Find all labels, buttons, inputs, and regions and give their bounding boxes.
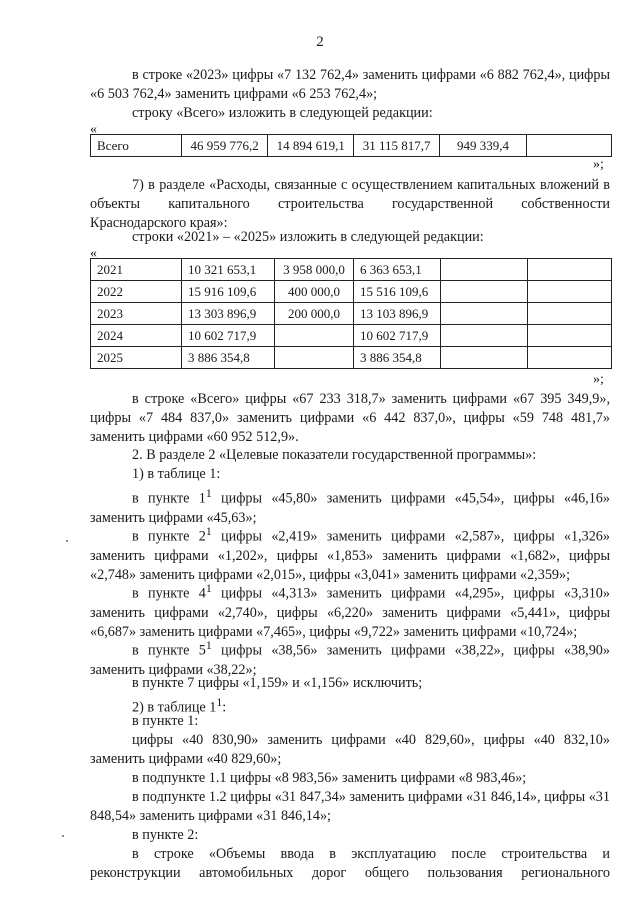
table-cell — [528, 325, 612, 347]
paragraph-item-2 — [90, 522, 610, 585]
superscript: 1 — [216, 695, 223, 709]
table-cell — [527, 135, 612, 157]
paragraph-point-2: в пункте 2: — [132, 827, 199, 843]
table-cell: 15 916 109,6 — [182, 281, 275, 303]
table-row — [91, 325, 612, 347]
years-table — [90, 258, 612, 369]
item-text: цифры «38,56» заменить цифрами «38,22», цифры «38,90» заменить цифрами «38,22»; — [90, 642, 610, 678]
table-cell: 13 303 896,9 — [182, 303, 275, 325]
paragraph-item-4 — [90, 579, 610, 642]
table-cell — [275, 325, 354, 347]
table-cell: Всего — [91, 135, 182, 157]
table-cell — [275, 347, 354, 369]
table-cell: 3 886 354,8 — [182, 347, 275, 369]
table-cell: 3 886 354,8 — [354, 347, 441, 369]
table-cell — [528, 259, 612, 281]
paragraph-point-1: в пункте 1: — [132, 713, 199, 729]
table-cell — [528, 303, 612, 325]
close-quote: »; — [593, 157, 604, 172]
table-row — [91, 281, 612, 303]
table-cell — [441, 347, 528, 369]
table-cell: 2023 — [91, 303, 182, 325]
table-cell: 200 000,0 — [275, 303, 354, 325]
table-row — [91, 135, 612, 157]
table-cell: 31 115 817,7 — [354, 135, 440, 157]
table-cell: 6 363 653,1 — [354, 259, 441, 281]
paragraph-subpoint-1-2: в подпункте 1.2 цифры «31 847,34» заменить цифрами «31 846,14», цифры «31 848,54» заменить цифрами «31 846,14»; — [90, 789, 610, 824]
table-cell: 2025 — [91, 347, 182, 369]
paragraph-point-1-digits: цифры «40 830,90» заменить цифрами «40 829,60», цифры «40 832,10» заменить цифрами «40 829,60»; — [90, 732, 610, 767]
item-text: цифры «4,313» заменить цифрами «4,295», цифры «3,310» заменить цифрами «2,740», цифры «6,220» заменить цифрами «5,441», цифры «6,687» заменить цифрами «7,465», цифры «9,722» заменить цифрами «10,724»; — [90, 585, 610, 640]
table-cell: 15 516 109,6 — [354, 281, 441, 303]
table-cell: 10 321 653,1 — [182, 259, 275, 281]
table-cell: 46 959 776,2 — [182, 135, 268, 157]
table-cell — [441, 281, 528, 303]
table-cell: 13 103 896,9 — [354, 303, 441, 325]
item-text: цифры «2,419» заменить цифрами «2,587», цифры «1,326» заменить цифрами «1,202», цифры «1,853» заменить цифрами «1,682», цифры «2,748» заменить цифрами «2,015», цифры «3,041» заменить цифрами «2,359»; — [90, 528, 610, 583]
item-ref: в пункте 4 — [132, 585, 206, 602]
total-table — [90, 134, 612, 157]
item-text: цифры «45,80» заменить цифрами «45,54», цифры «46,16» заменить цифрами «45,63»; — [90, 490, 610, 526]
paragraph-total-row-intro: строку «Всего» изложить в следующей редакции: — [132, 105, 433, 121]
table-cell: 3 958 000,0 — [275, 259, 354, 281]
superscript: 1 — [205, 486, 212, 500]
superscript: 1 — [205, 638, 212, 652]
paragraph-subpoint-1-1: в подпункте 1.1 цифры «8 983,56» заменить цифрами «8 983,46»; — [132, 770, 527, 786]
table-cell — [528, 281, 612, 303]
open-quote: « — [90, 246, 97, 261]
superscript: 1 — [205, 524, 212, 538]
paragraph-total-replace: в строке «Всего» цифры «67 233 318,7» заменить цифрами «67 395 349,9», цифры «7 484 837,0» заменить цифрами «6 442 837,0», цифры «59 748 481,7» заменить цифрами «60 952 512,9». — [90, 391, 610, 445]
scan-speck — [66, 540, 68, 542]
table-row — [91, 303, 612, 325]
table-cell: 10 602 717,9 — [182, 325, 275, 347]
item-ref: в пункте 5 — [132, 642, 206, 659]
close-quote: »; — [593, 372, 604, 387]
item-ref: в пункте 2 — [132, 528, 206, 545]
table-cell — [528, 347, 612, 369]
paragraph-table-1: 1) в таблице 1: — [132, 466, 221, 482]
page-number: 2 — [316, 34, 324, 50]
table-cell — [441, 259, 528, 281]
item-ref: 2) в таблице 1 — [132, 699, 217, 716]
paragraph-rows-intro: строки «2021» – «2025» изложить в следующей редакции: — [132, 229, 484, 245]
table-cell: 949 339,4 — [440, 135, 527, 157]
table-row — [91, 259, 612, 281]
table-cell: 400 000,0 — [275, 281, 354, 303]
superscript: 1 — [205, 581, 212, 595]
paragraph-item-7: в пункте 7 цифры «1,159» и «1,156» исключить; — [132, 675, 423, 691]
table-cell: 2022 — [91, 281, 182, 303]
paragraph-section-7: 7) в разделе «Расходы, связанные с осуществлением капитальных вложений в объекты капитального строительства государственной собственности Краснодарского края»: — [90, 177, 610, 231]
table-cell: 10 602 717,9 — [354, 325, 441, 347]
table-cell — [441, 303, 528, 325]
table-cell — [441, 325, 528, 347]
table-cell: 2021 — [91, 259, 182, 281]
open-quote: « — [90, 122, 97, 137]
table-cell: 2024 — [91, 325, 182, 347]
scan-speck — [62, 835, 64, 837]
paragraph-volumes-row: в строке «Объемы ввода в эксплуатацию после строительства и реконструкции автомобильных дорог общего пользования регионального — [90, 846, 610, 881]
item-ref: в пункте 1 — [132, 490, 206, 507]
table-cell: 14 894 619,1 — [268, 135, 354, 157]
paragraph-row-2023: в строке «2023» цифры «7 132 762,4» заменить цифрами «6 882 762,4», цифры «6 503 762,4» заменить цифрами «6 253 762,4»; — [90, 67, 610, 102]
paragraph-section-2: 2. В разделе 2 «Целевые показатели государственной программы»: — [132, 447, 537, 463]
item-text: : — [222, 699, 227, 716]
table-row — [91, 347, 612, 369]
